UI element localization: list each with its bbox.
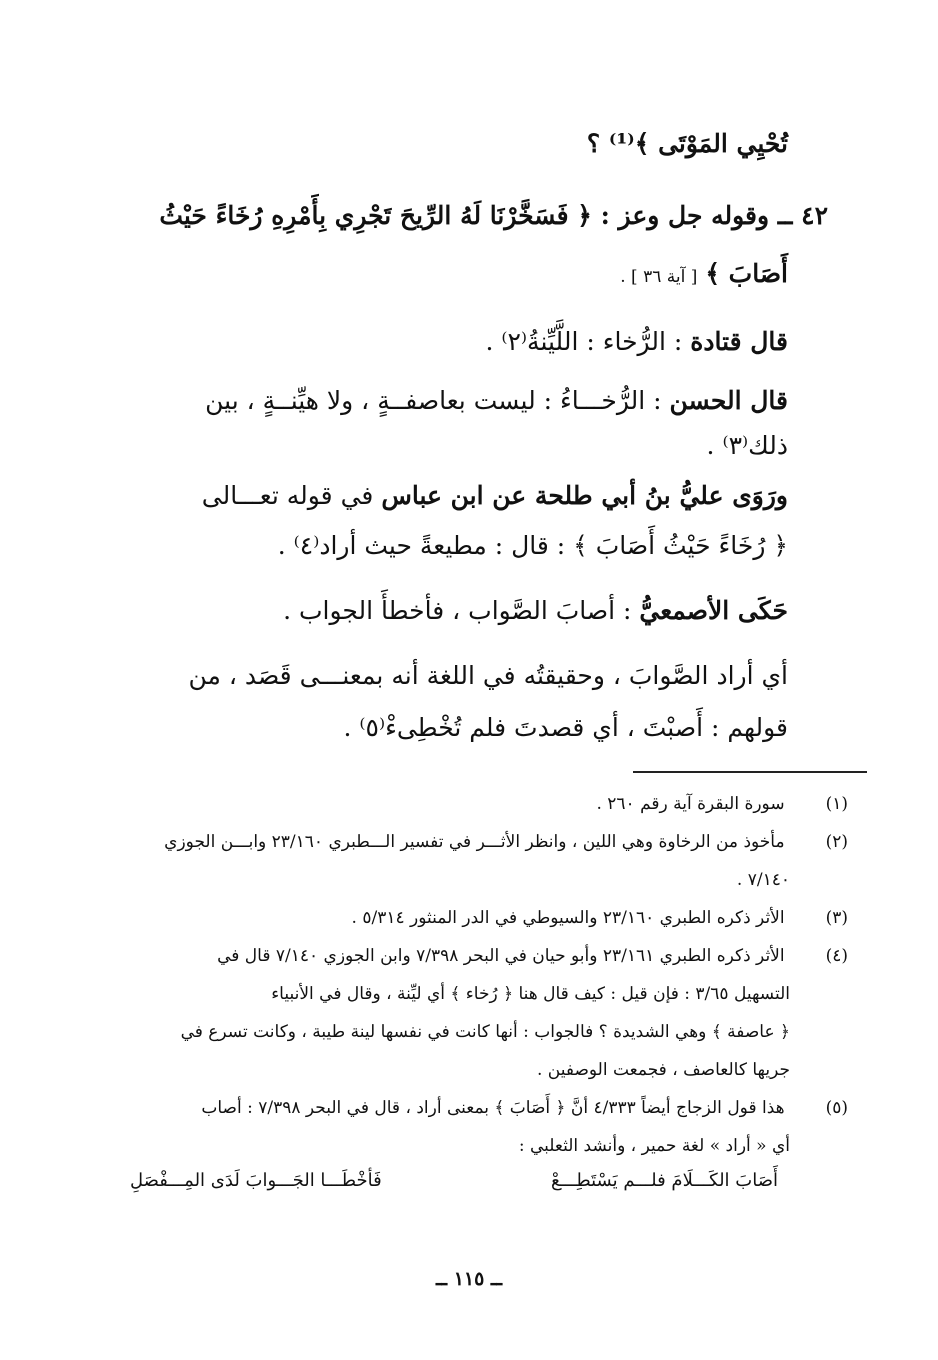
footnote-4 — [115, 944, 848, 970]
entry-42-continuation — [110, 258, 788, 291]
footnote-number: (٥) — [825, 1098, 848, 1118]
narrator-qatada: قال قتادة — [690, 327, 788, 356]
narration-chain: ورَوَى عليُّ بنُ أبي طلحة عن ابن عباس — [381, 481, 788, 510]
verse-first-hemistich: أَصَابَ الكَـــلَامَ فلـــم يَسْتَطِـــعْ — [550, 1170, 778, 1191]
footnote-2 — [115, 830, 848, 856]
verse-end-line: تُحْيِي المَوْتَى ﴾⁽¹⁾ ؟ — [586, 129, 788, 158]
asmai-text: : أصابَ الصَّواب ، فأخطأَ الجواب . — [283, 596, 632, 625]
page-number: ــ ١١٥ ــ — [435, 1268, 503, 1290]
footnote-text: مأخوذ من الرخاوة وهي اللين ، وانظر الأثـــر في تفسير الـــطبري ٢٣/١٦٠ وابـــن الجوزي — [164, 832, 785, 852]
verse-second-hemistich: فَأخْطَـــا الجَـــوابَ لَدَى المِـــفْصَلِ — [130, 1170, 382, 1191]
quran-text-end: أَصَابَ ﴾ — [705, 259, 788, 288]
footnote-4-cont-3: جريها كالعاصف ، فجمعت الوصفين . — [536, 1060, 790, 1080]
footnote-3 — [115, 906, 848, 932]
footnote-number: (٢) — [825, 832, 848, 852]
narrator-asmai: حَكَى الأصمعيُّ — [639, 596, 788, 625]
qatada-line — [110, 326, 788, 359]
footnote-1 — [115, 792, 848, 818]
footnote-number: (٣) — [825, 908, 848, 928]
poetry-verse — [130, 1170, 778, 1191]
ibn-abbas-text: في قوله تعـــالى — [201, 481, 374, 510]
footnote-2-cont: ٧/١٤٠ . — [736, 870, 790, 890]
explanation-line-2: قولهم : أَصبْتَ ، أي قصدتَ فلم تُخْطِىءْ⁽٥⁾ . — [343, 713, 788, 742]
footnote-text: سورة البقرة آية رقم ٢٦٠ . — [596, 794, 785, 814]
hasan-line-end: ذلك⁽٣⁾ . — [706, 431, 788, 460]
footnote-4-cont-2: ﴿ عاصفة ﴾ وهي الشديدة ؟ فالجواب : أنها كانت في نفسها لينة طيبة ، وكانت تسرع في — [180, 1022, 790, 1042]
asmai-line — [110, 595, 788, 628]
footnote-text: هذا قول الزجاج أيضاً ٤/٣٣٣ أنَّ ﴿ أَصَابَ ﴾ بمعنى أراد ، قال في البحر ٧/٣٩٨ : أصاب — [201, 1098, 785, 1118]
footnote-text: الأثر ذكره الطبري ٢٣/١٦٠ والسيوطي في الدر المنثور ٥/٣١٤ . — [351, 908, 785, 928]
ayah-reference: [ آية ٣٦ ] . — [620, 267, 698, 287]
hasan-line — [110, 385, 788, 418]
footnote-number: (٤) — [825, 946, 848, 966]
explanation-line-1: أي أراد الصَّوابَ ، وحقيقتُه في اللغة أنه بمعنـــى قَصَد ، من — [188, 661, 788, 690]
footnote-text: الأثر ذكره الطبري ٢٣/١٦١ وأبو حيان في البحر ٧/٣٩٨ وابن الجوزي ٧/١٤٠ قال في — [217, 946, 785, 966]
footnote-5 — [115, 1096, 848, 1122]
ibn-abbas-line-2: ﴿ رُخَاءً حَيْثُ أَصَابَ ﴾ : قال : مطيعةً حيث أراد⁽٤⁾ . — [277, 531, 788, 560]
narrator-hasan: قال الحسن — [669, 386, 788, 415]
entry-42-heading: ٤٢ ــ وقوله جل وعز : ﴿ فَسَخَّرْنَا لَهُ الرِّيحَ تَجْرِي بِأَمْرِهِ رُخَاءً حَيْثُ — [159, 201, 828, 230]
footnote-separator — [633, 771, 867, 773]
ibn-abbas-line — [110, 480, 788, 513]
footnote-5-cont: أي « أراد » لغة حمير ، وأنشد الثعلبي : — [518, 1136, 790, 1156]
qatada-text: : الرُّخاء : اللَّيِّنةُ⁽٢⁾ . — [485, 327, 683, 356]
hasan-text: : الرُّخـــاءُ : ليست بعاصفــةٍ ، ولا هيِّنــةٍ ، بين — [205, 386, 662, 415]
footnote-4-cont-1: التسهيل ٣/٦٥ : فإن قيل : كيف قال هنا ﴿ رُخاء ﴾ أي ليِّنة ، وقال في الأنبياء — [271, 984, 790, 1004]
footnote-number: (١) — [825, 794, 848, 814]
